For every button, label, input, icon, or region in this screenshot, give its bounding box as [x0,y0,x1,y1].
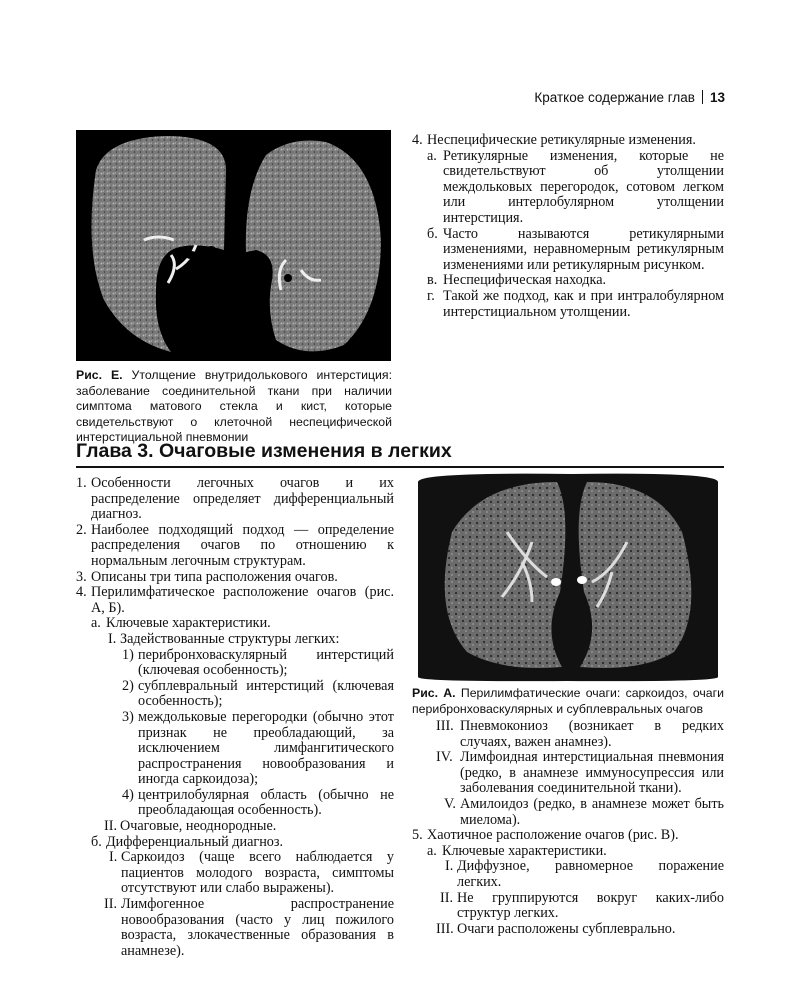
list-item: 5. Хаотичное расположение очагов (рис. В). [412,827,679,844]
header-divider [702,90,703,104]
right-top-list [412,133,724,320]
list-item: в. Неспецифическая находка. [427,272,607,289]
list-item: III. Пневмокониоз (возникает в редких случаях, важен анамнез). [436,718,724,750]
figure-a-caption-text: Перилимфатические очаги: саркоидоз, очаги перибронховаскулярных и субплевральных очагов [412,686,724,716]
list-item: 1) перибронховаскулярный интерстиций (ключевая особенность); [122,646,394,679]
list-item: II. Не группируются вокруг каких-либо структур легких. [440,889,724,922]
list-item: 2. Наиболее подходящий подход — определение распределения очагов по отношению к нормальным легочным структурам. [76,521,394,569]
running-header [534,90,725,105]
list-item: а. Ретикулярные изменения, которые не свидетельствуют об утолщении междольковых перегородок, сотовом легком или интерлобулярном утолщении интерстиция. [427,147,724,226]
list-item: I. Задействованные структуры легких: [108,630,340,647]
list-item: I. Диффузное, равномерное поражение легких. [445,858,724,890]
list-item: IV. Лимфоидная интерстициальная пневмония (редко, в анамнезе иммуносупрессия или заболевания соединительной ткани). [436,749,724,797]
figure-e-caption [76,368,392,446]
page-number: 13 [709,90,725,105]
list-item: I. Саркоидоз (чаще всего наблюдается у пациентов молодого возраста, симптомы отсутствуют или слабо выражены). [109,849,394,897]
list-item: 3. Описаны три типа расположения очагов. [76,568,338,585]
chapter-title: Глава 3. Очаговые изменения в легких [76,440,452,462]
list-item: 1. Особенности легочных очагов и их распределение определяет дифференциальный диагноз. [76,475,394,523]
right-list [412,719,724,937]
figure-e-ct-image [76,130,391,361]
list-item: г. Такой же подход, как и при интралобулярном интерстициальном утолщении. [427,287,724,320]
figure-e-caption-text: Утолщение внутридолькового интерстиция: заболевание соединительной ткани при наличии симптома матового стекла и кист, которые свидетельствуют о клеточной неспецифической интерстициальной пневмонии [76,368,392,444]
section-title: Краткое содержание глав [534,90,695,105]
list-item: II. Очаговые, неоднородные. [104,818,277,835]
list-item: б. Дифференциальный диагноз. [91,833,284,850]
list-item: 4) центрилобулярная область (обычно не преобладающая особенность). [122,786,394,819]
list-item: а. Ключевые характеристики. [427,842,607,859]
list-item: V. Амилоидоз (редко, в анамнезе может быть миелома). [444,795,724,828]
list-item: 4. Перилимфатическое расположение очагов (рис. А, Б). [76,584,394,616]
chapter-rule [76,466,724,468]
list-item: а. Ключевые характеристики. [91,615,271,632]
list-item: б. Часто называются ретикулярными изменениями, неравномерным ретикулярным изменениями или ретикулярным рисунком. [427,225,724,273]
list-item: 2) субплевральный интерстиций (ключевая особенность); [122,677,394,710]
list-item: 4. Неспецифические ретикулярные изменения. [412,132,696,148]
left-list [76,476,394,959]
figure-a-caption [412,686,724,717]
figure-e-label: Рис. Е. [76,368,123,382]
list-item: II. Лимфогенное распространение новообразования (часто у лиц пожилого возраста, злокачественные образования в анамнезе). [104,896,394,959]
list-item: III. Очаги расположены субплеврально. [436,920,676,937]
list-item: 3) междольковые перегородки (обычно этот признак не преобладающий, за исключением лимфангитического распространения новообразования и иногда саркоидоза); [122,708,394,788]
figure-a-label: Рис. А. [412,686,456,700]
figure-a-ct-image [412,472,724,682]
